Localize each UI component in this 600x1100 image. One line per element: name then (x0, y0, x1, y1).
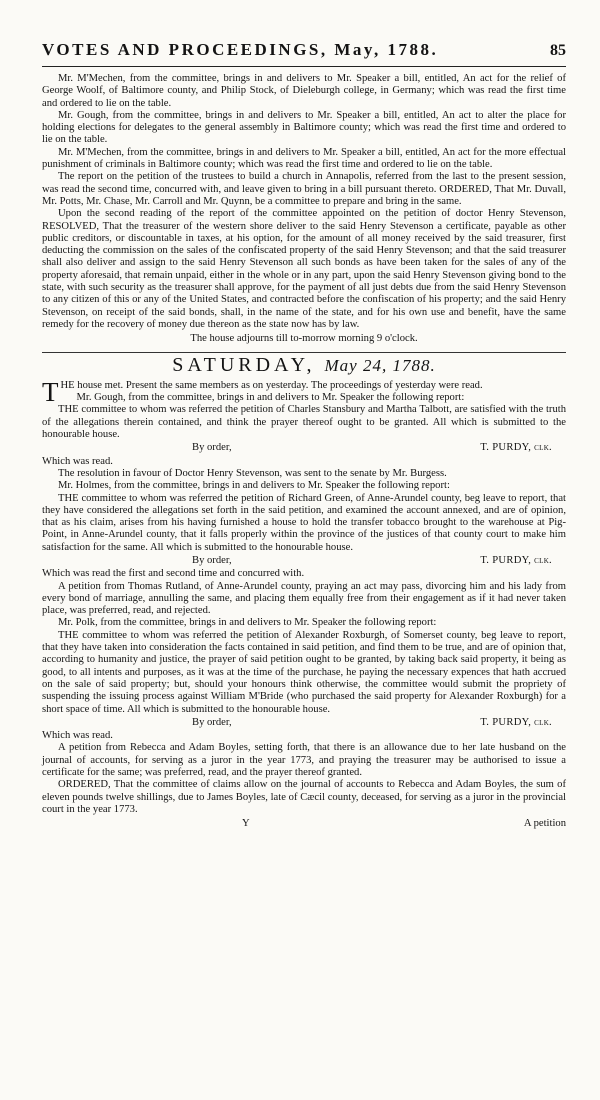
by-order: By order, (192, 442, 232, 454)
paragraph: Mr. M'Mechen, from the committee, brings in and delivers to Mr. Speaker a bill, entitled, An act for the relief of George Woolf, of Baltimore county, and Philip Stock, of Dieleburgh college, in Germany; which was read the first time and ordered to lie on the table. (42, 73, 566, 109)
paragraph: Which was read. (42, 455, 113, 467)
page-footer (42, 818, 566, 830)
day-date: May 24, 1788. (324, 355, 436, 375)
by-order: By order, (192, 716, 232, 728)
clerk-signature: T. PURDY, clk. (480, 716, 552, 728)
adjournment-line: The house adjourns till to-morrow morning 9 o'clock. (190, 333, 418, 345)
report-signature (42, 442, 566, 454)
report-signature (42, 717, 566, 729)
paragraph: Mr. Polk, from the committee, brings in and delivers to Mr. Speaker the following report: (58, 617, 437, 629)
paragraph: A petition from Rebecca and Adam Boyles, setting forth, that there is an allowance due to her late husband on the journal of accounts, for serving as a juror in the year 1773, and praying the treasurer may be authorised to issue a certificate for the same; was preferred, read, and the prayer thereof granted. (42, 742, 566, 779)
report-paragraph: THE committee to whom was referred the petition of Alexander Roxburgh, of Somerset county, beg leave to report, that they have taken into consideration the facts contained in said petition, and find them to be true, and are of opinion that, according to humanity and justice, the prayer of said petition ought to be granted, by taking back said property, it being as good, to all intents and purposes, as it was at the time of the purchase, he paying the necessary expences that hath accrued on the sale of said property; but, should your honours think otherwise, the committee would submit the propriety of suspending the issuing process against William M'Bride (who purchased the said property for Alexander Roxburgh) for a short space of time. All which is submitted to the honourable house. (42, 629, 566, 715)
paragraph: The report on the petition of the trustees to build a church in Annapolis, referred from the last to the present session, was read the second time, concurred with, and leave given to bring in a bill pursuant thereto. ORDERED, That Mr. Duvall, Mr. Potts, Mr. Chase, Mr. Carroll and Mr. Quynn, be a committee to prepare and bring in the same. (42, 171, 566, 207)
day-weekday: SATURDAY, (172, 353, 316, 376)
clerk-signature: T. PURDY, clk. (480, 442, 552, 454)
running-title: VOTES AND PROCEEDINGS, May, 1788. (42, 40, 439, 59)
paragraph: Which was read the first and second time and concurred with. (42, 568, 305, 580)
page-number: 85 (550, 42, 566, 59)
section-divider (42, 352, 566, 353)
signature-mark: Y (242, 818, 250, 830)
running-head (42, 40, 566, 67)
by-order: By order, (192, 554, 232, 566)
catchword: A petition (523, 818, 566, 830)
day-heading (42, 353, 566, 376)
paragraph: Mr. Gough, from the committee, brings in and delivers to Mr. Speaker a bill, entitled, An act to alter the place for holding elections for delegates to the general assembly in Baltimore county; which was read the first time and ordered to lie on the table. (42, 109, 566, 146)
drop-cap: T (42, 376, 59, 407)
paragraph: Mr. M'Mechen, from the committee, brings in and delivers to Mr. Speaker a bill, entitled, An act for the more effectual punishment of criminals in Baltimore county; which was read the first time and ordered to lie on the table. (42, 146, 566, 171)
paragraph: Mr. Holmes, from the committee, brings in and delivers to Mr. Speaker the following report: (58, 480, 450, 492)
report-paragraph: THE committee to whom was referred the petition of Richard Green, of Anne-Arundel county, beg leave to report, that they have considered the allegations set forth in the said petition, and examined the account annexed, and are of opinion, that as his claim, arises from his having furnished a house to hold the transfer tobacco brought to the warehouse at Pig-Point, in Anne-Arundel county, that it falls properly within the province of the justices of that county court to make him satisfaction for the same. All which is submitted to the honourable house. (42, 492, 566, 553)
paragraph: Upon the second reading of the report of the committee appointed on the petition of doctor Henry Stevenson, RESOLVED, That the treasurer of the western shore deliver to the said Henry Stevenson a certificate, payable as other public creditors, or discountable in taxes, at his option, for the amount of all money received by the said treasurer, first deducting the commission on the sales of the confiscated property of the said Henry Stevenson; and that the said treasurer shall also deliver and assign to the said Henry Stevenson all such bonds as have been taken for the sales of any of the property aforesaid, that remain unpaid, either in the whole or in any part, upon the said Henry Stevenson giving bond to the state, with such security as the treasurer shall approve, for the payment of all just debts due from the said Henry Stevenson to any citizen of this or any of the United States, and contracted before the confiscation of his property; and the said Henry Stevenson, on receipt of the said bonds, shall, in the name of the state, and for his own use and benefit, have the same remedy for the recovery of money due thereon as the state now has by law. (42, 208, 566, 330)
paragraph: The resolution in favour of Doctor Henry Stevenson, was sent to the senate by Mr. Burgess. (58, 467, 447, 479)
paragraph: Which was read. (42, 730, 113, 742)
report-paragraph: THE committee to whom was referred the petition of Charles Stansbury and Martha Talbott, are satisfied with the truth of the allegations therein contained, and think the prayer thereof ought to be granted. All which is submitted to the honourable house. (42, 404, 566, 441)
journal-body (42, 73, 566, 831)
paragraph: A petition from Thomas Rutland, of Anne-Arundel county, praying an act may pass, divorcing him and his lady from every bond of marriage, annulling the same, and placing them equally free from their engagement as if it had never taken place, was preferred, read, and rejected. (42, 580, 566, 617)
report-signature (42, 555, 566, 567)
opening-text: HE house met. Present the same members as on yesterday. The proceedings of yesterday were read. (60, 379, 483, 391)
clerk-signature: T. PURDY, clk. (480, 554, 552, 566)
paragraph: Mr. Gough, from the committee, brings in and delivers to Mr. Speaker the following report: (76, 392, 465, 404)
paragraph: ORDERED, That the committee of claims allow on the journal of accounts to Rebecca and Adam Boyles, the sum of eleven pounds twelve shillings, due to James Boyles, late of Cæcil county, deceased, for serving as a juror in the provincial court in the year 1773. (42, 779, 566, 815)
